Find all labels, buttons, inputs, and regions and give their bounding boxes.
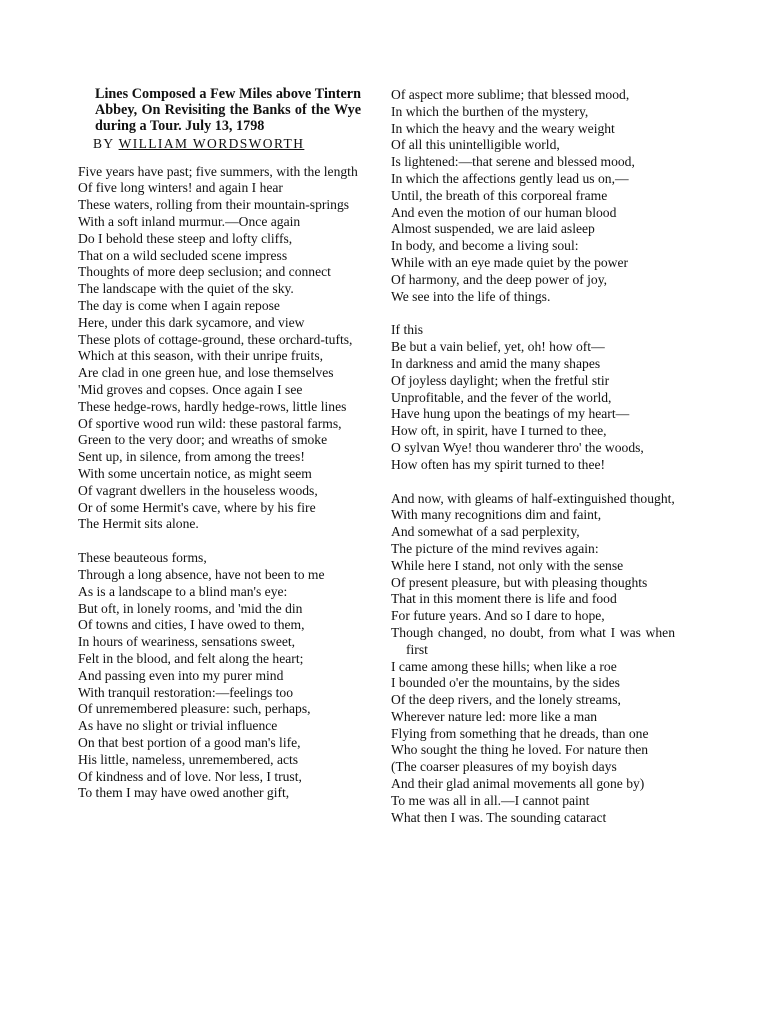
poem-line: Of vagrant dwellers in the houseless woods, [78, 482, 318, 498]
poem-line: In which the burthen of the mystery, [391, 103, 589, 119]
poem-line: Felt in the blood, and felt along the heart; [78, 650, 304, 666]
poem-line: We see into the life of things. [391, 288, 551, 304]
poem-line: And now, with gleams of half-extinguished thought, [391, 490, 675, 506]
poem-line: Through a long absence, have not been to me [78, 566, 325, 582]
poem-line: Have hung upon the beatings of my heart— [391, 406, 630, 422]
poem-line: Thoughts of more deep seclusion; and connect [78, 264, 331, 280]
poem-line: And even the motion of our human blood [391, 204, 617, 220]
poem-line: Of joyless daylight; when the fretful stir [391, 372, 610, 388]
poem-line: That in this moment there is life and food [391, 591, 617, 607]
stanza [78, 550, 361, 802]
poem-line: As is a landscape to a blind man's eye: [78, 583, 288, 599]
poem-line: On that best portion of a good man's life, [78, 734, 301, 750]
poem-line: How often has my spirit turned to thee! [391, 456, 606, 472]
poem-line: Of sportive wood run wild: these pastoral farms, [78, 415, 342, 431]
byline-prefix: BY [93, 135, 115, 151]
poem-line: Of present pleasure, but with pleasing thoughts [391, 574, 648, 590]
poem-line: And their glad animal movements all gone by) [391, 776, 645, 792]
poem-line: To them I may have owed another gift, [78, 785, 290, 801]
poem-line: That on a wild secluded scene impress [78, 247, 288, 263]
poem-line: Though changed, no doubt, from what I was when first [391, 624, 675, 657]
poem-line: While here I stand, not only with the sense [391, 557, 624, 573]
poem-line: These beauteous forms, [78, 550, 207, 566]
poem-line: While with an eye made quiet by the power [391, 254, 629, 270]
poem-line: If this [391, 322, 424, 338]
poem-line: Of aspect more sublime; that blessed mood, [391, 87, 630, 102]
poem-line: For future years. And so I dare to hope, [391, 608, 605, 624]
poem-line: Are clad in one green hue, and lose themselves [78, 365, 334, 381]
poem-line: 'Mid groves and copses. Once again I see [78, 381, 303, 397]
poem-line: In which the affections gently lead us on,— [391, 170, 629, 186]
poem-line: But oft, in lonely rooms, and 'mid the din [78, 600, 303, 616]
poem-line: Green to the very door; and wreaths of smoke [78, 432, 328, 448]
poem-line: The picture of the mind revives again: [391, 540, 599, 556]
poem-line: Almost suspended, we are laid asleep [391, 221, 595, 237]
poem-line: Be but a vain belief, yet, oh! how oft— [391, 339, 605, 355]
poem-line: With tranquil restoration:—feelings too [78, 684, 294, 700]
poem-column-left [78, 86, 361, 802]
poem-line: And passing even into my purer mind [78, 667, 284, 683]
poem-line: Of kindness and of love. Nor less, I trust, [78, 768, 302, 784]
poem-line: Unprofitable, and the fever of the world, [391, 389, 612, 405]
poem-line: With a soft inland murmur.—Once again [78, 214, 301, 229]
poem-line: In which the heavy and the weary weight [391, 120, 615, 136]
stanza [78, 164, 361, 534]
poem-line: I bounded o'er the mountains, by the sides [391, 675, 620, 691]
poem-line: Of towns and cities, I have owed to them, [78, 617, 305, 633]
poem-line: Who sought the thing he loved. For nature then [391, 742, 649, 758]
poem-line: With some uncertain notice, as might seem [78, 465, 312, 481]
poem-line: And somewhat of a sad perplexity, [391, 524, 580, 540]
poem-line: (The coarser pleasures of my boyish days [391, 759, 617, 775]
poem-line: In hours of weariness, sensations sweet, [78, 634, 296, 650]
poem-line: Wherever nature led: more like a man [391, 708, 598, 724]
byline [93, 135, 361, 152]
poem-line: What then I was. The sounding cataract [391, 809, 607, 825]
poem-line: I came among these hills; when like a roe [391, 658, 617, 674]
stanza [391, 491, 675, 827]
poem-line: The day is come when I again repose [78, 297, 280, 313]
poem-line: The Hermit sits alone. [78, 516, 199, 532]
poem-line: Of all this unintelligible world, [391, 137, 560, 153]
poem-line: Here, under this dark sycamore, and view [78, 314, 305, 330]
poem-line: These plots of cottage-ground, these orchard-tufts, [78, 331, 353, 347]
poem-line: These waters, rolling from their mountain-springs [78, 197, 350, 213]
poem-line: In body, and become a living soul: [391, 238, 579, 254]
poem-line: How oft, in spirit, have I turned to thee, [391, 423, 607, 439]
poem-line: Flying from something that he dreads, than one [391, 725, 649, 741]
poem-line: Of harmony, and the deep power of joy, [391, 271, 608, 287]
poem-line: Or of some Hermit's cave, where by his fire [78, 499, 316, 515]
poem-line: Of unremembered pleasure: such, perhaps, [78, 701, 311, 717]
poem-line: Which at this season, with their unripe fruits, [78, 348, 324, 364]
stanza [391, 322, 675, 473]
stanza [391, 87, 675, 305]
left-stanzas [78, 164, 361, 802]
poem-line: O sylvan Wye! thou wanderer thro' the woods, [391, 439, 644, 455]
poem-line: In darkness and amid the many shapes [391, 355, 601, 371]
poem-line: To me was all in all.—I cannot paint [391, 792, 590, 808]
poem-line: The landscape with the quiet of the sky. [78, 281, 294, 297]
right-stanzas [391, 87, 675, 826]
poem-line: Is lightened:—that serene and blessed mood, [391, 154, 635, 170]
poem-line: His little, nameless, unremembered, acts [78, 751, 299, 767]
poem-line: Of the deep rivers, and the lonely streams, [391, 692, 621, 708]
author-name: WILLIAM WORDSWORTH [118, 135, 305, 151]
poem-line: Sent up, in silence, from among the trees! [78, 449, 305, 465]
poem-line: Of five long winters! and again I hear [78, 180, 283, 196]
poem-line: As have no slight or trivial influence [78, 718, 278, 734]
poem-line: With many recognitions dim and faint, [391, 507, 602, 523]
poem-title: Lines Composed a Few Miles above Tintern Abbey, On Revisiting the Banks of the Wye during a Tour. July 13, 1798 [95, 86, 361, 135]
poem-column-right [391, 87, 675, 826]
poem-line: Until, the breath of this corporeal frame [391, 187, 608, 203]
poem-line: Do I behold these steep and lofty cliffs, [78, 230, 293, 246]
poem-line: These hedge-rows, hardly hedge-rows, little lines [78, 398, 347, 414]
poem-line: Five years have past; five summers, with the length [78, 163, 358, 179]
